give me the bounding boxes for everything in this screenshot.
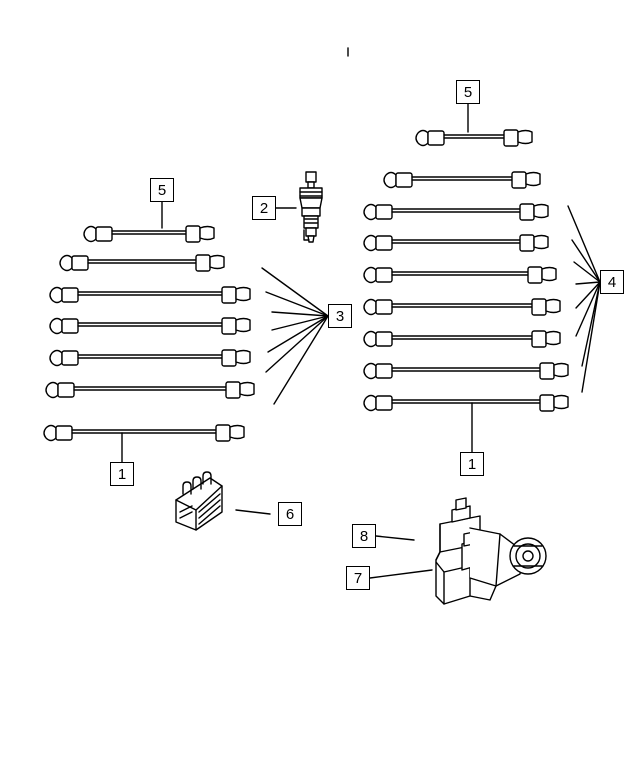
cable-left-3: [50, 287, 250, 303]
cable-retainer-bracket: [176, 472, 222, 530]
leader-3-fan: [262, 268, 328, 404]
cable-right-3: [364, 204, 548, 220]
cable-right-4: [364, 235, 548, 251]
cable-right-1: [416, 130, 532, 146]
cable-right-8: [364, 363, 568, 379]
cable-left-2: [60, 255, 224, 271]
callout-label: 7: [353, 569, 363, 587]
callout-label: 1: [467, 455, 477, 473]
callout-5-right[interactable]: [456, 80, 480, 104]
cable-left-1: [84, 226, 214, 242]
callout-2[interactable]: [252, 196, 276, 220]
cable-left-6: [46, 382, 254, 398]
callout-label: 3: [335, 307, 345, 325]
cable-right-2: [384, 172, 540, 188]
cable-left-4: [50, 318, 250, 334]
leader-7: [370, 570, 432, 578]
callout-label: 1: [117, 465, 127, 483]
ignition-coil-assembly: [436, 498, 546, 604]
cable-left-7: [44, 425, 244, 441]
callout-7[interactable]: [346, 566, 370, 590]
callout-1-left[interactable]: [110, 462, 134, 486]
cable-right-5: [364, 267, 556, 283]
callout-label: 5: [463, 83, 473, 101]
spark-plug: [300, 172, 322, 242]
callout-label: 5: [157, 181, 167, 199]
callout-3[interactable]: [328, 304, 352, 328]
leader-8: [376, 536, 414, 540]
callout-6[interactable]: [278, 502, 302, 526]
cable-right-7: [364, 331, 560, 347]
cable-right-6: [364, 299, 560, 315]
leader-6: [236, 510, 270, 514]
callout-label: 8: [359, 527, 369, 545]
callout-label: 4: [607, 273, 617, 291]
cable-left-5: [50, 350, 250, 366]
callout-8[interactable]: [352, 524, 376, 548]
callout-1-right[interactable]: [460, 452, 484, 476]
callout-4[interactable]: [600, 270, 624, 294]
callout-5-left[interactable]: [150, 178, 174, 202]
callout-label: 2: [259, 199, 269, 217]
leader-4-fan: [568, 206, 600, 392]
callout-label: 6: [285, 505, 295, 523]
cable-right-9: [364, 395, 568, 411]
